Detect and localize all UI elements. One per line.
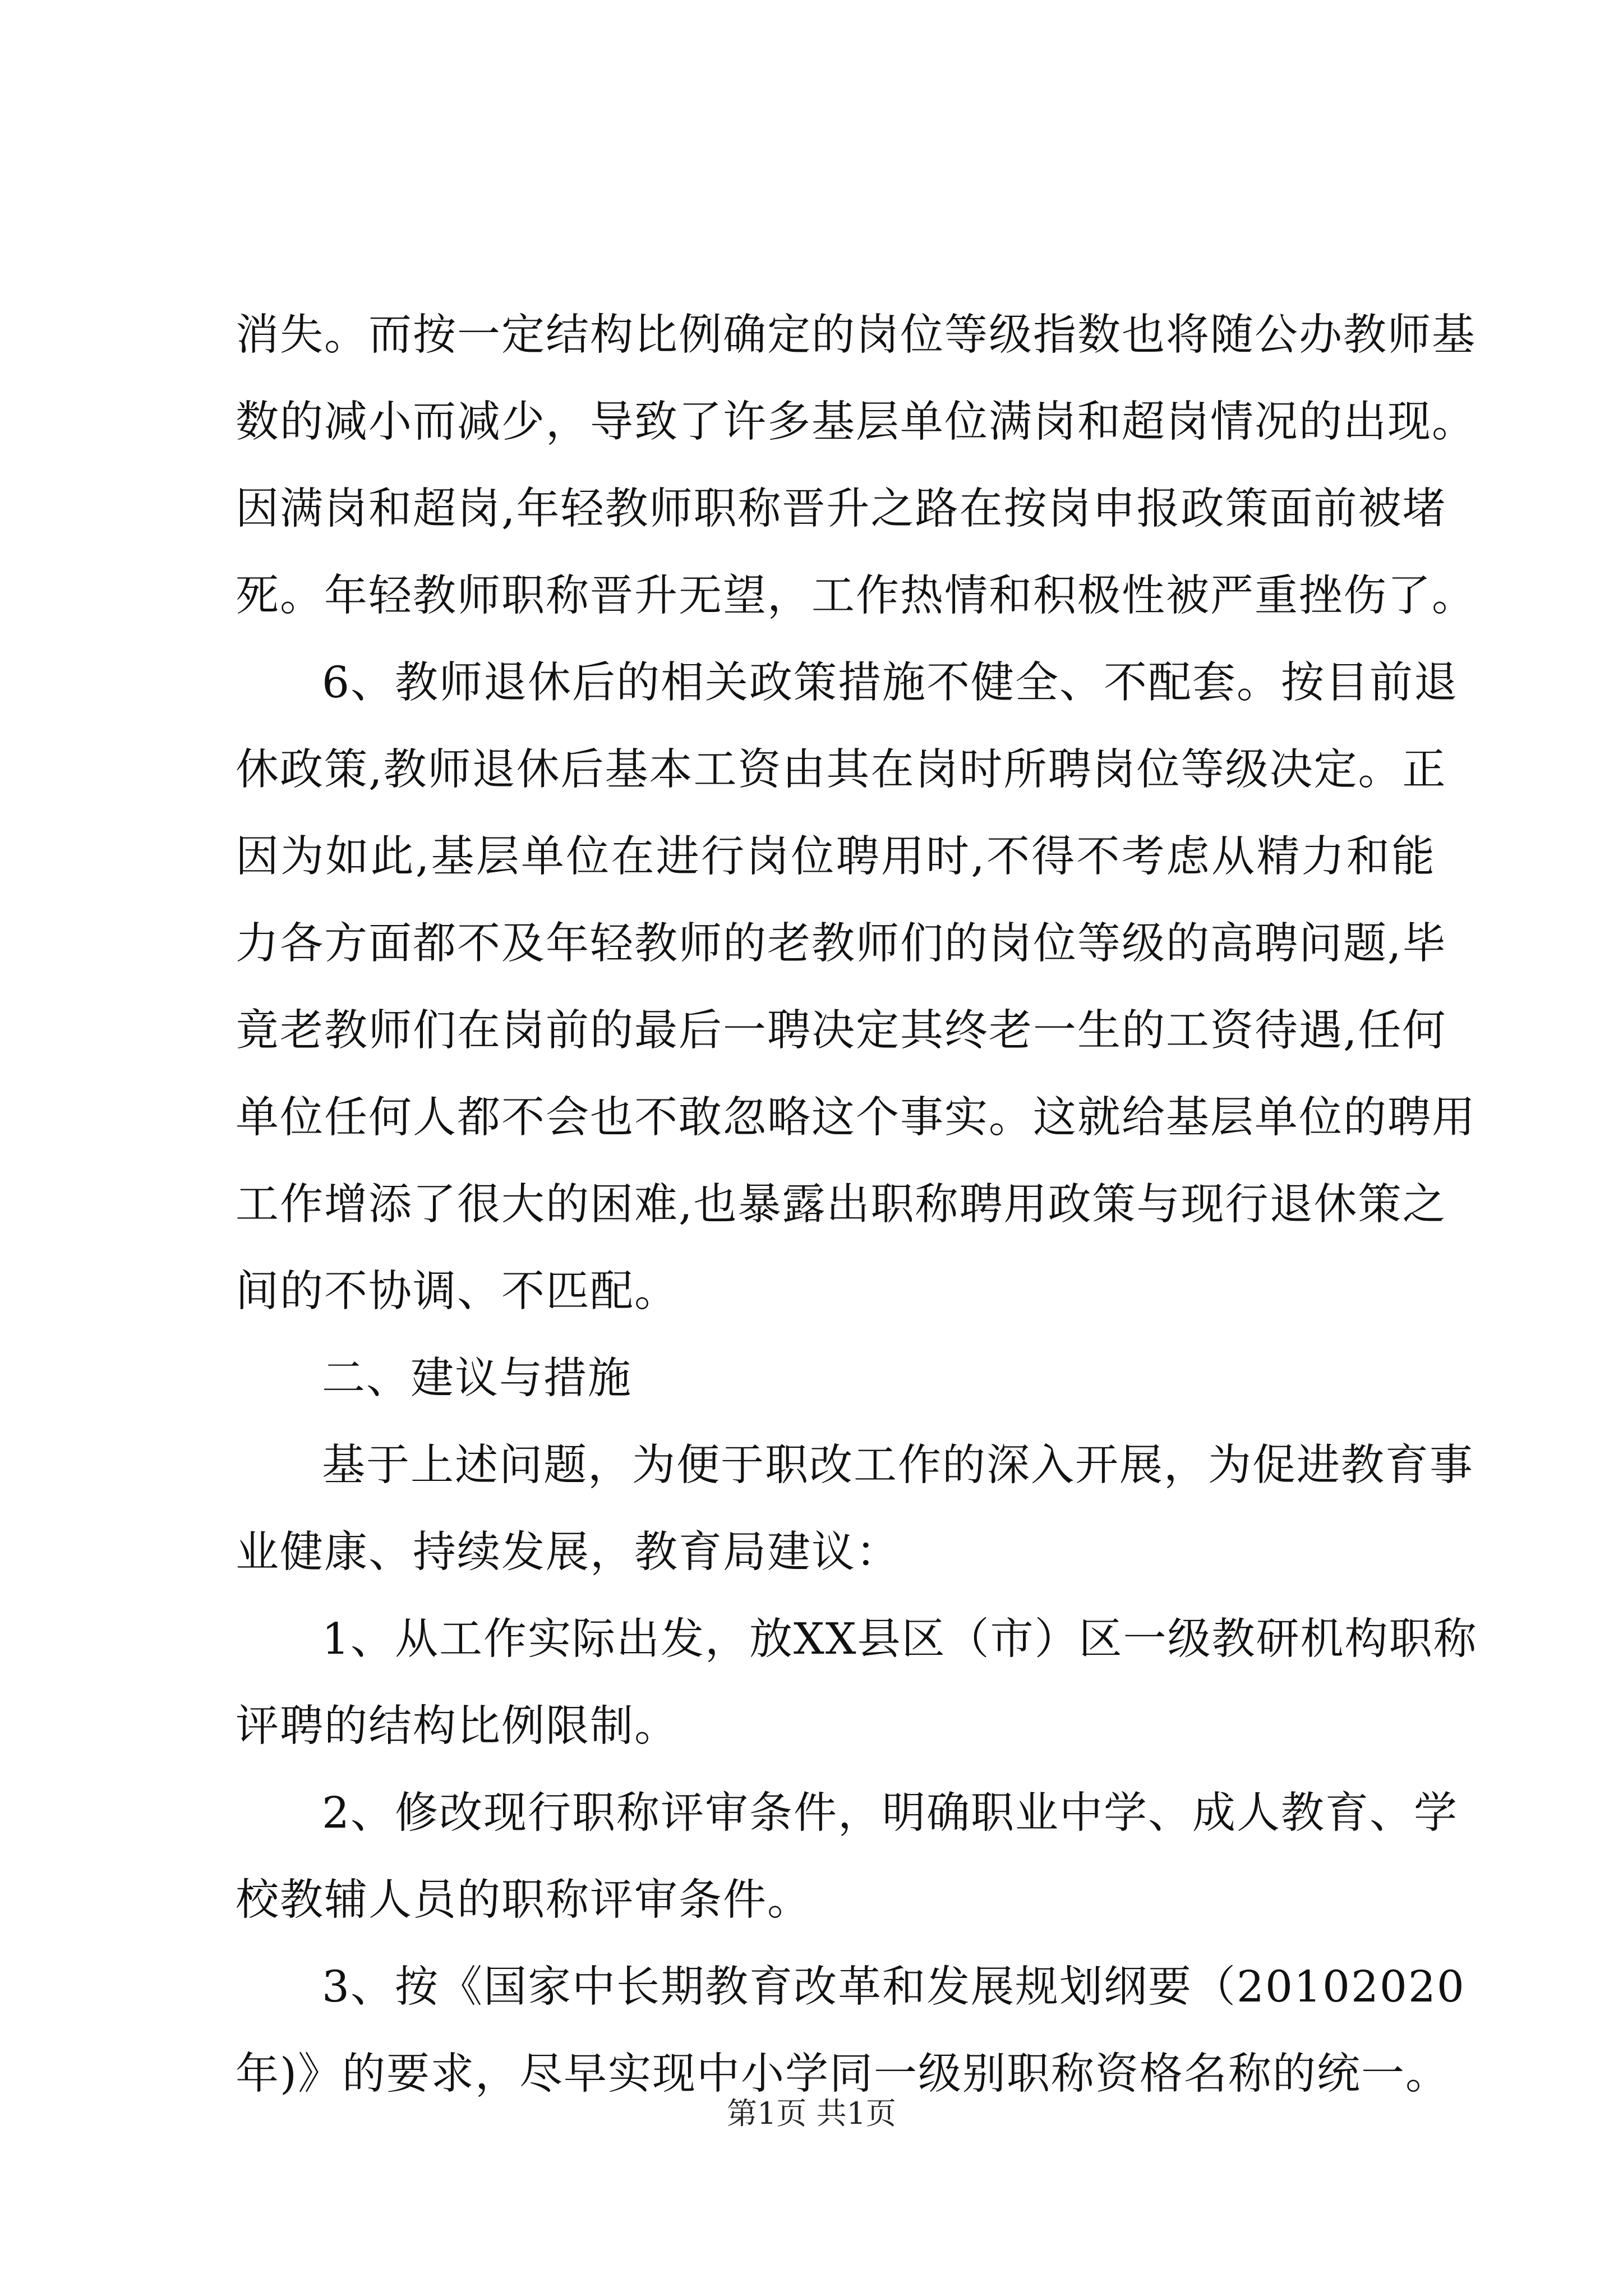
page-number-footer: 第1页 共1页 <box>727 2096 896 2131</box>
text-line: 竟老教师们在岗前的最后一聘决定其终老一生的工资待遇,任何 <box>236 1006 1447 1056</box>
text-line: 6、教师退休后的相关政策措施不健全、不配套。按目前退 <box>322 658 1458 708</box>
text-line: 年)》的要求，尽早实现中小学同一级别职称资格名称的统一。 <box>236 2049 1450 2099</box>
text-line: 休政策,教师退休后基本工资由其在岗时所聘岗位等级决定。正 <box>236 745 1447 795</box>
text-line: 消失。而按一定结构比例确定的岗位等级指数也将随公办教师基 <box>236 310 1476 360</box>
text-line: 评聘的结构比例限制。 <box>236 1701 679 1751</box>
text-line: 数的减小而减少，导致了许多基层单位满岗和超岗情况的出现。 <box>236 397 1476 447</box>
text-line: 1、从工作实际出发，放XX县区（市）区一级教研机构职称 <box>322 1614 1478 1664</box>
text-line: 因满岗和超岗,年轻教师职称晋升之路在按岗申报政策面前被堵 <box>236 484 1447 534</box>
text-line: 力各方面都不及年轻教师的老教师们的岗位等级的高聘问题,毕 <box>236 919 1447 969</box>
text-line: 校教辅人员的职称评审条件。 <box>236 1875 811 1925</box>
text-line: 基于上述问题，为便于职改工作的深入开展，为促进教育事 <box>322 1441 1474 1490</box>
section-heading: 二、建议与措施 <box>322 1354 632 1404</box>
text-line: 2、修改现行职称评审条件，明确职业中学、成人教育、学 <box>322 1788 1458 1838</box>
text-line: 工作增添了很大的困难,也暴露出职称聘用政策与现行退休策之 <box>236 1180 1447 1230</box>
text-line: 业健康、持续发展，教育局建议： <box>236 1527 900 1577</box>
text-line: 死。年轻教师职称晋升无望，工作热情和积极性被严重挫伤了。 <box>236 571 1476 621</box>
text-line: 单位任何人都不会也不敢忽略这个事实。这就给基层单位的聘用 <box>236 1093 1476 1143</box>
document-body <box>236 292 1478 2118</box>
text-line: 3、按《国家中长期教育改革和发展规划纲要（20102020 <box>322 1962 1465 2012</box>
text-line: 间的不协调、不匹配。 <box>236 1267 679 1317</box>
text-line: 因为如此,基层单位在进行岗位聘用时,不得不考虑从精力和能 <box>236 832 1436 882</box>
